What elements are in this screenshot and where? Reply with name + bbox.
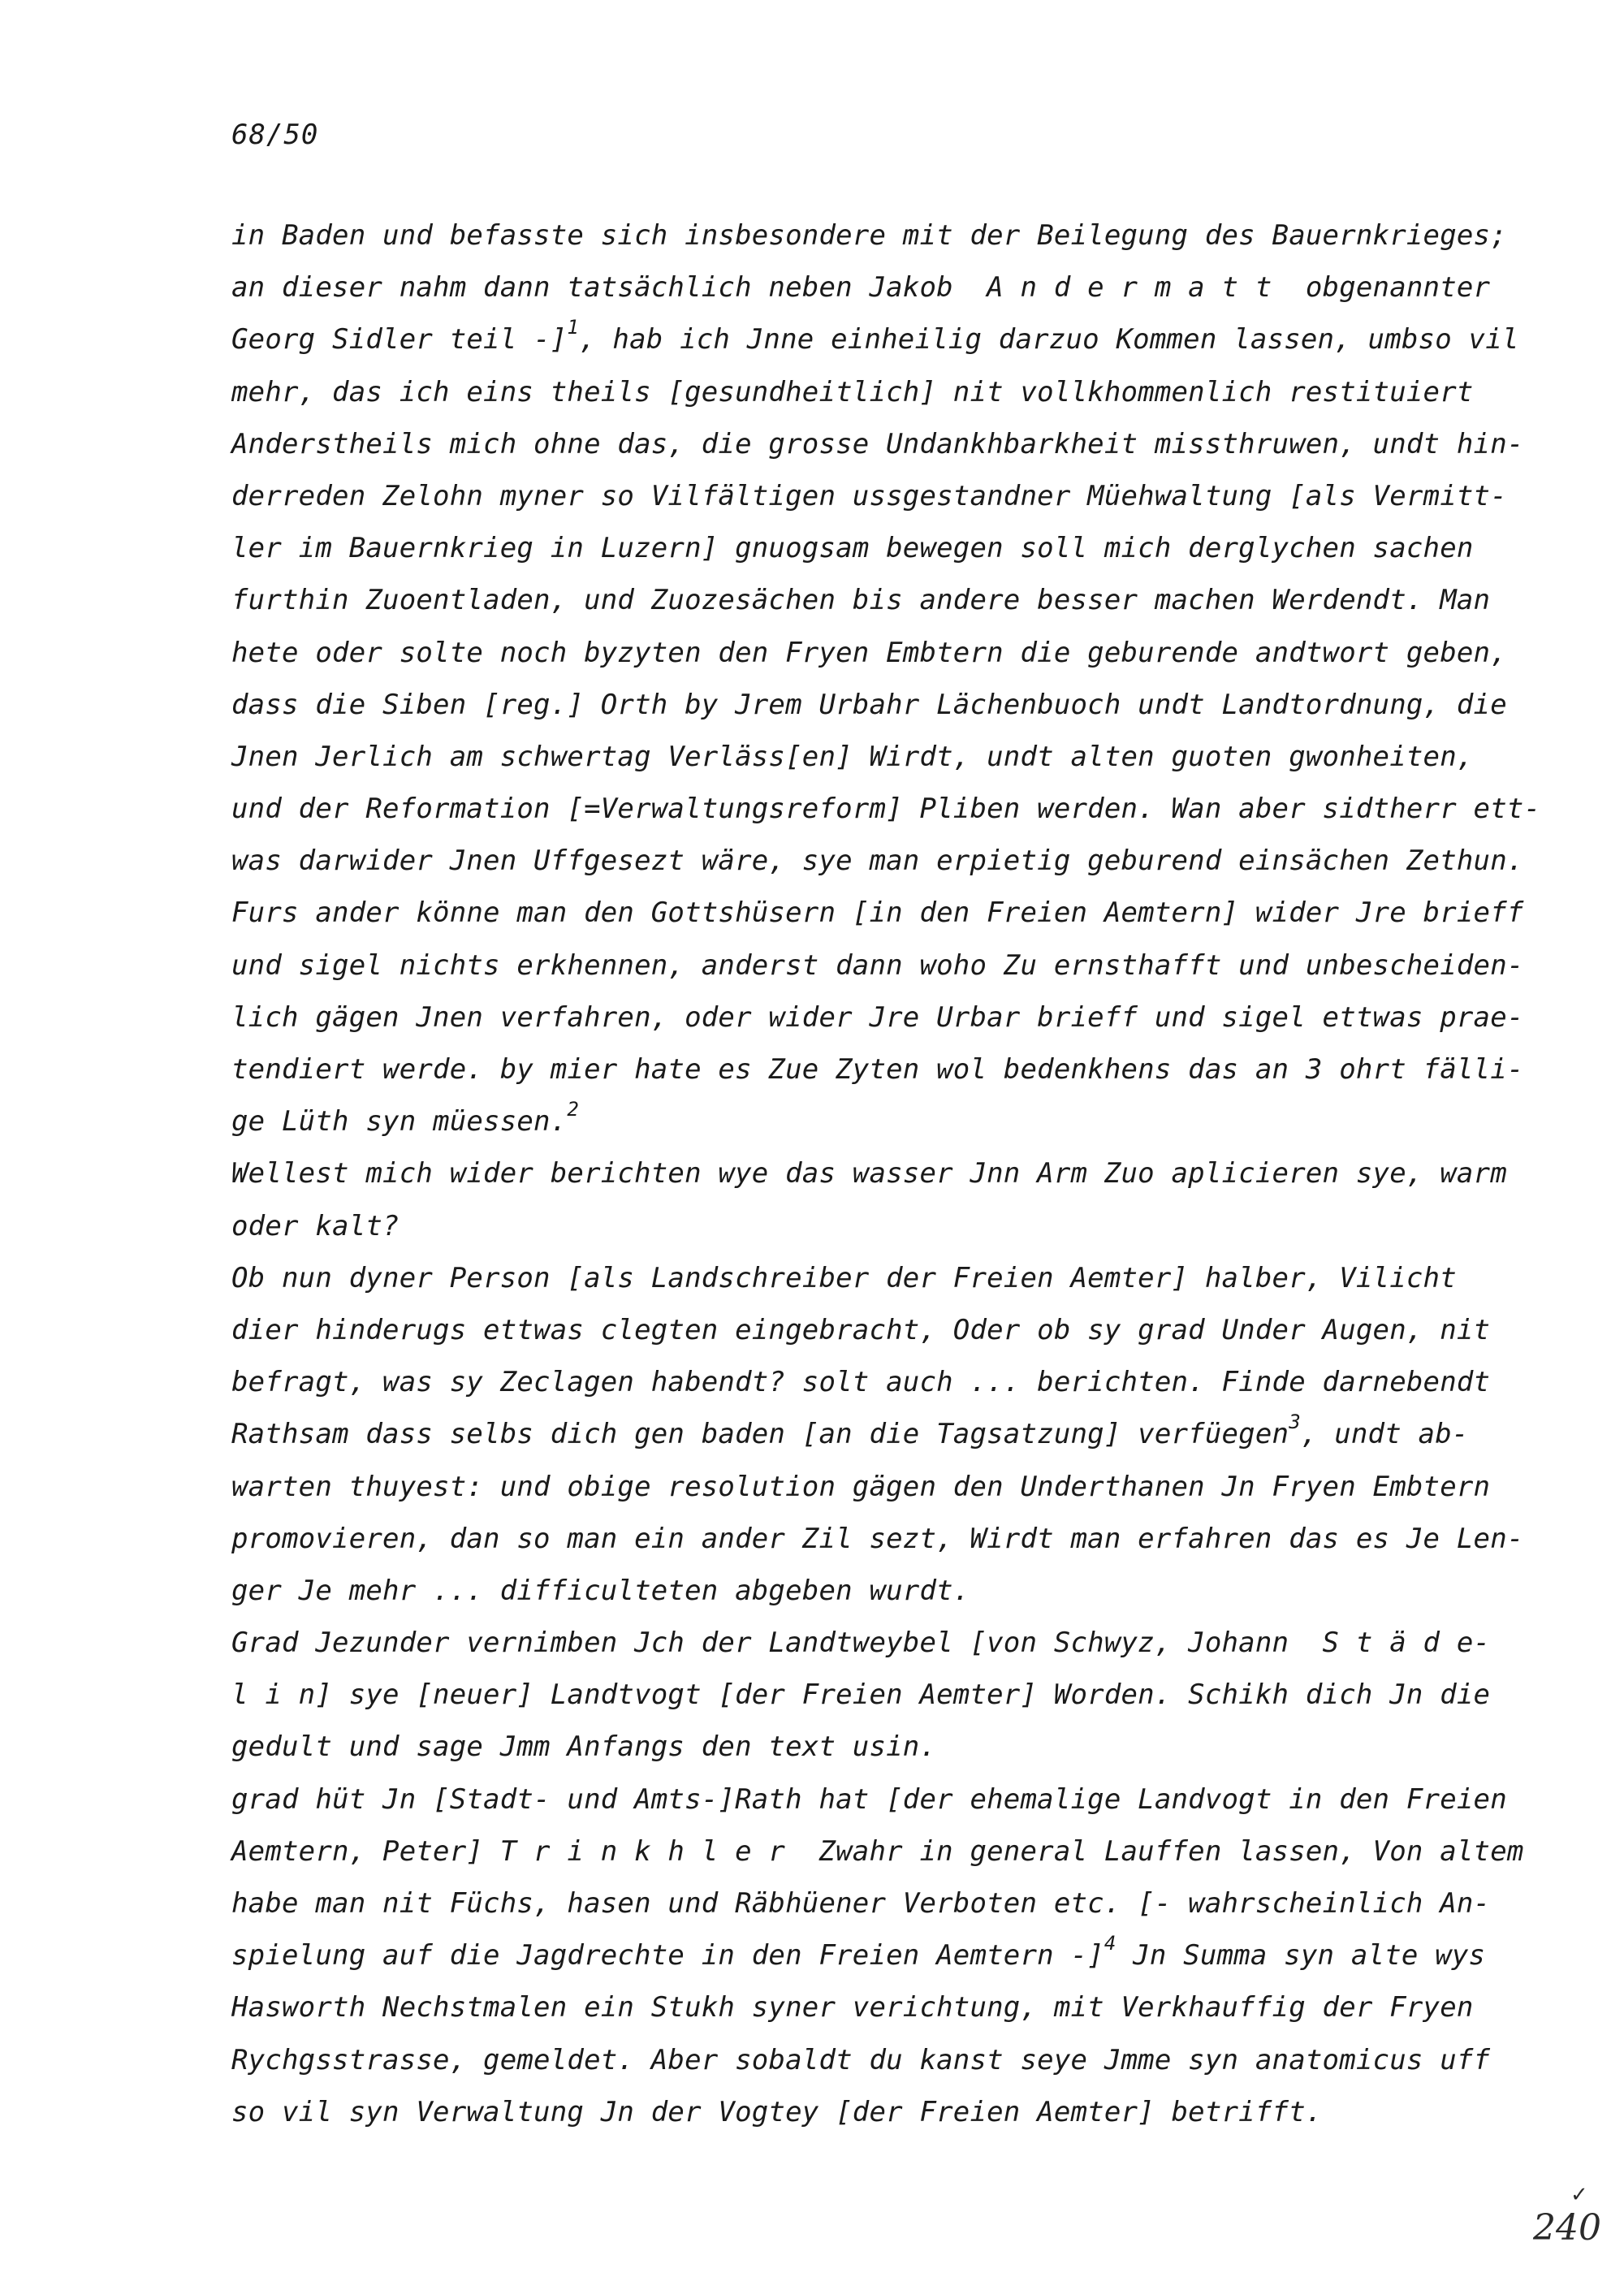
footnote-marker: 3	[1289, 1411, 1301, 1434]
footnote-marker: 1	[567, 316, 580, 339]
text-line: gedult und sage Jmm Anfangs den text usin.	[231, 1730, 937, 1764]
text-line: hete oder solte noch byzyten den Fryen Embtern die geburende andtwort geben,	[231, 636, 1507, 669]
text-line: an dieser nahm dann tatsächlich neben Jakob A n d e r m a t t obgenannter	[231, 271, 1491, 305]
text-line: dass die Siben [reg.] Orth by Jrem Urbahr Lächenbuoch undt Landtordnung, die	[231, 688, 1507, 721]
text-line: Rychgsstrasse, gemeldet. Aber sobaldt du kanst seye Jmme syn anatomicus uff	[231, 2043, 1491, 2076]
text-line	[231, 313, 1519, 365]
text-line: oder kalt?	[231, 1209, 400, 1242]
text-line: ger Je mehr ... difficulteten abgeben wurdt.	[231, 1574, 970, 1607]
text-line-segment: Rathsam dass selbs dich gen baden [an die Tagsatzung] verfüegen	[231, 1418, 1289, 1451]
text-line: und der Reformation [=Verwaltungsreform] Pliben werden. Wan aber sidtherr ett-	[231, 793, 1541, 826]
text-line: Hasworth Nechstmalen ein Stukh syner verichtung, mit Verkhauffig der Fryen	[231, 1991, 1474, 2024]
text-line: befragt, was sy Zeclagen habendt? solt auch ... berichten. Finde darnebendt	[231, 1366, 1491, 1399]
page-number: 68/50	[231, 119, 319, 151]
text-line: habe man nit Füchs, hasen und Räbhüener Verboten etc. [- wahrscheinlich An-	[231, 1887, 1491, 1920]
text-line	[231, 1408, 1514, 1460]
text-line: lich gägen Jnen verfahren, oder wider Jre Urbar brieff und sigel ettwas prae-	[231, 1000, 1524, 1034]
text-line: dier hinderugs ettwas clegten eingebracht, Oder ob sy grad Under Augen, nit	[231, 1313, 1491, 1346]
text-line: l i n] sye [neuer] Landtvogt [der Freien Aemter] Worden. Schikh dich Jn die	[231, 1679, 1491, 1712]
text-line	[231, 1929, 1514, 1981]
footnote-marker: 4	[1104, 1932, 1116, 1955]
text-line: promovieren, dan so man ein ander Zil sezt, Wirdt man erfahren das es Je Len-	[231, 1522, 1524, 1555]
text-line: so vil syn Verwaltung Jn der Vogtey [der Freien Aemter] betrifft.	[231, 2095, 1323, 2128]
text-line: furthin Zuoentladen, und Zuozesächen bis andere besser machen Werdendt. Man	[231, 584, 1491, 617]
text-line: Jnen Jerlich am schwertag Verläss[en] Wirdt, undt alten guoten gwonheiten,	[231, 740, 1474, 773]
text-line: derreden Zelohn myner so Vilfältigen ussgestandner Müehwaltung [als Vermitt-	[231, 479, 1507, 512]
text-line-segment: Jn Summa syn alte wys	[1116, 1939, 1486, 1972]
text-line	[231, 1095, 1514, 1147]
text-line-segment: , hab ich Jnne einheilig darzuo Kommen lassen, umbso vil	[579, 323, 1519, 356]
text-line: warten thuyest: und obige resolution gägen den Underthanen Jn Fryen Embtern	[231, 1470, 1491, 1503]
text-line: grad hüt Jn [Stadt- und Amts-]Rath hat [der ehemalige Landvogt in den Freien	[231, 1782, 1507, 1816]
footnote-marker: 2	[567, 1098, 580, 1121]
text-line-segment: ge Lüth syn müessen.	[231, 1105, 568, 1138]
text-line: was darwider Jnen Uffgesezt wäre, sye man erpietig geburend einsächen Zethun.	[231, 845, 1524, 878]
body-text	[231, 210, 1541, 2138]
text-line: Furs ander könne man den Gottshüsern [in den Freien Aemtern] wider Jre brieff	[231, 897, 1524, 930]
text-line-segment: Georg Sidler teil -]	[231, 323, 568, 356]
text-line: tendiert werde. by mier hate es Zue Zyten wol bedenkhens das an 3 ohrt fälli-	[231, 1053, 1524, 1086]
text-line: Ob nun dyner Person [als Landschreiber der Freien Aemter] halber, Vilicht	[231, 1261, 1457, 1294]
text-line: Aemtern, Peter] T r i n k h l e r Zwahr in general Lauffen lassen, Von altem	[231, 1834, 1524, 1868]
text-line: mehr, das ich eins theils [gesundheitlich] nit vollkhommenlich restituiert	[231, 375, 1474, 408]
text-line: in Baden und befasste sich insbesondere mit der Beilegung des Bauernkrieges;	[231, 219, 1507, 252]
text-line: Grad Jezunder vernimben Jch der Landtweybel [von Schwyz, Johann S t ä d e-	[231, 1627, 1491, 1660]
archive-check-mark: ✓	[1570, 2183, 1588, 2207]
text-line: Anderstheils mich ohne das, die grosse Undankhbarkheit missthruwen, undt hin-	[231, 427, 1524, 460]
text-line-segment: , undt ab-	[1300, 1418, 1469, 1451]
text-line-segment: spielung auf die Jagdrechte in den Freien Aemtern -]	[231, 1939, 1104, 1972]
text-line: und sigel nichts erkhennen, anderst dann woho Zu ernsthafft und unbescheiden-	[231, 948, 1524, 982]
archive-folio-number: 240	[1533, 2207, 1601, 2249]
text-line: Wellest mich wider berichten wye das wasser Jnn Arm Zuo aplicieren sye, warm	[231, 1157, 1507, 1190]
text-line: ler im Bauernkrieg in Luzern] gnuogsam bewegen soll mich derglychen sachen	[231, 532, 1474, 565]
